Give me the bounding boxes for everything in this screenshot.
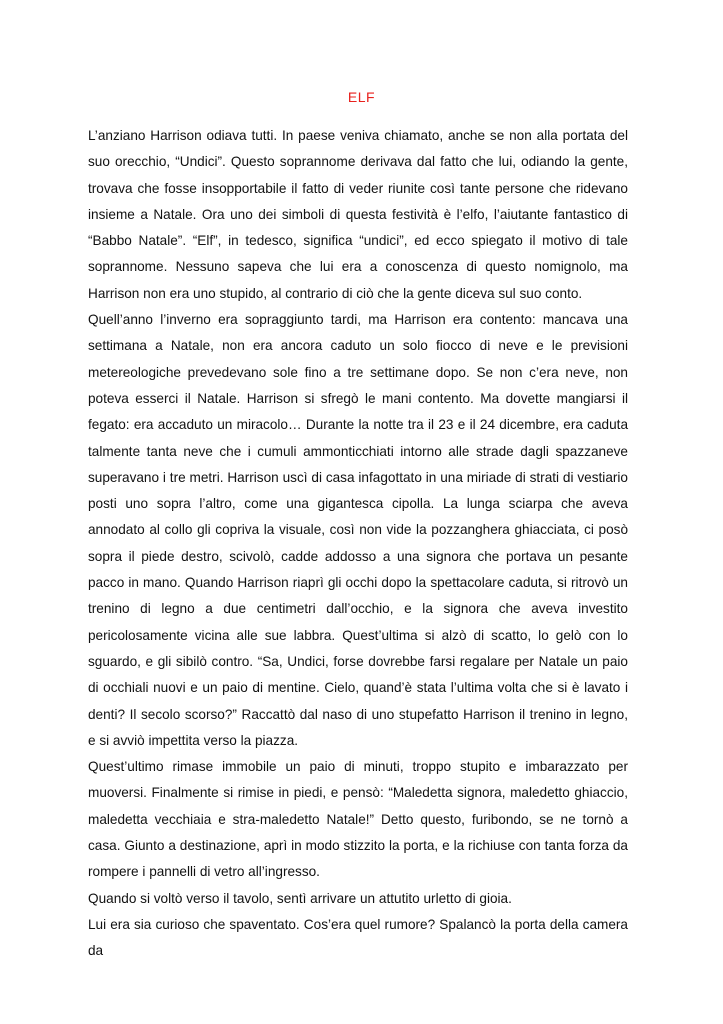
paragraph-4: Quando si voltò verso il tavolo, sentì arrivare un attutito urletto di gioia.	[88, 890, 512, 906]
paragraph-5: Lui era sia curioso che spaventato. Cos’era quel rumore? Spalancò la porta della camera da	[88, 916, 628, 959]
paragraph-3: Quest’ultimo rimase immobile un paio di minuti, troppo stupito e imbarazzato per muoversi. Finalmente si rimise in piedi, e pensò: “Maledetta signora, maledetto ghiaccio, maledetta vecchiaia e stra-maledetto Natale!” Detto questo, furibondo, se ne tornò a casa. Giunto a destinazione, aprì in modo stizzito la porta, e la richiuse con tanta forza da rompere i pannelli di vetro all’ingresso.	[88, 759, 628, 880]
paragraph-1: L’anziano Harrison odiava tutti. In paese veniva chiamato, anche se non alla portata del suo orecchio, “Undici”. Questo soprannome derivava dal fatto che lui, odiando la gente, trovava che fosse insopportabile il fatto di veder riunite così tante persone che ridevano insieme a Natale. Ora uno dei simboli di questa festività è l’elfo, l’aiutante fantastico di “Babbo Natale”. “Elf”, in tedesco, significa “undici”, ed ecco spiegato il motivo di tale soprannome. Nessuno sapeva che lui era a conoscenza di questo nomignolo, ma Harrison non era uno stupido, al contrario di ciò che la gente diceva sul suo conto.	[88, 128, 628, 301]
paragraph-2: Quell’anno l’inverno era sopraggiunto tardi, ma Harrison era contento: mancava una settimana a Natale, non era ancora caduto un solo fiocco di neve e le previsioni metereologiche prevedevano sole fino a tre settimane dopo. Se non c’era neve, non poteva esserci il Natale. Harrison si sfregò le mani contento. Ma dovette mangiarsi il fegato: era accaduto un miracolo… Durante la notte tra il 23 e il 24 dicembre, era caduta talmente tanta neve che i cumuli ammonticchiati intorno alle strade dagli spazzaneve superavano i tre metri. Harrison uscì di casa infagottato in una miriade di strati di vestiario posti uno sopra l’altro, come una gigantesca cipolla. La lunga sciarpa che aveva annodato al collo gli copriva la visuale, così non vide la pozzanghera ghiacciata, ci posò sopra il piede destro, scivolò, cadde addosso a una signora che portava un pesante pacco in mano. Quando Harrison riaprì gli occhi dopo la spettacolare caduta, si ritrovò un trenino di legno a due centimetri dall’occhio, e la signora che aveva investito pericolosamente vicina alle sue labbra. Quest’ultima si alzò di scatto, lo gelò con lo sguardo, e gli sibilò contro. “Sa, Undici, forse dovrebbe farsi regalare per Natale un paio di occhiali nuovi e un paio di mentine. Cielo, quand’è stata l’ultima volta che si è lavato i denti? Il secolo scorso?” Raccattò dal naso di uno stupefatto Harrison il trenino in legno, e si avviò impettita verso la piazza.	[88, 312, 628, 748]
document-title: ELF	[347, 89, 376, 105]
document-body	[88, 123, 628, 965]
